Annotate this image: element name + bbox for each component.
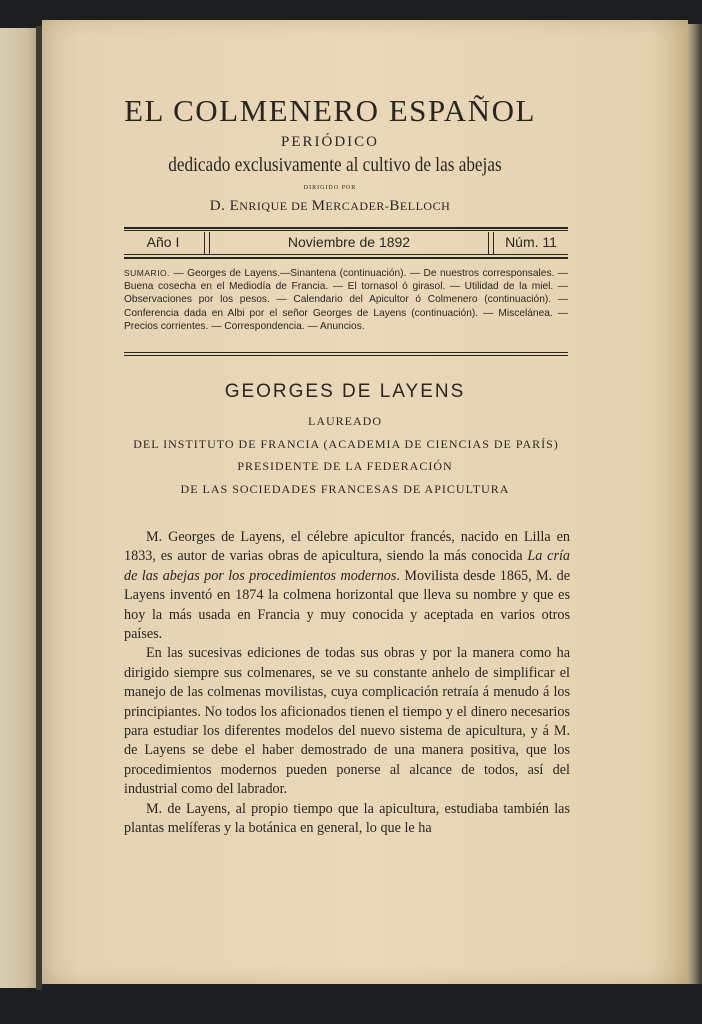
facing-page-edge	[0, 28, 40, 988]
article-title: GEORGES DE LAYENS	[224, 381, 466, 402]
masthead-rule-top-thin	[124, 230, 568, 231]
issue-date: Noviembre de 1892	[287, 234, 411, 250]
book-title: La cría de las abejas por los procedimientos modernos	[124, 548, 571, 584]
article-institute: DEL INSTITUTO DE FRANCIA (ACADEMIA DE CIENCIAS DE PARÍS)	[133, 437, 559, 451]
issue-bar	[124, 232, 568, 256]
summary-rule	[124, 352, 568, 353]
journal-dedication: dedicado exclusivamente al cultivo de las abejas	[168, 154, 502, 176]
editor-name: D. ENRIQUE DE MERCADER-BELLOCH	[209, 198, 451, 214]
issue-rule-bottom-thin	[124, 254, 568, 255]
article-laureate: LAUREADO	[308, 414, 382, 428]
directed-by-label: DIRIGIDO POR	[303, 185, 357, 191]
journal-subtitle: PERIÓDICO	[280, 134, 379, 150]
issue-year: Año I	[146, 234, 180, 250]
page-stack-edge	[688, 24, 702, 984]
article-president: PRESIDENTE DE LA FEDERACIÓN	[237, 459, 453, 473]
paragraph: M. de Layens, al propio tiempo que la apicultura, estudiaba también las plantas melíferas y la botánica en general, lo que le ha	[124, 800, 570, 837]
issue-rule-bottom	[124, 257, 568, 259]
article-body	[124, 528, 570, 839]
summary	[124, 267, 568, 333]
masthead-rule-top	[124, 227, 568, 229]
paragraph: M. Georges de Layens, el célebre apicultor francés, nacido en Lilla en 1833, es autor de varias obras de apicultura, siendo la más conocida La cría de las abejas por los procedimientos modernos. Movilista desde 1865, M. de Layens inventó en 1874 la colmena horizontal que lleva su nombre y que es hoy la más usada en Francia y muy conocida y aceptada en varios otros países.	[124, 529, 571, 643]
journal-title: EL COLMENERO ESPAÑOL	[124, 93, 536, 128]
paragraph: En las sucesivas ediciones de todas sus obras y por la manera como ha dirigido siempre sus colmenares, se ve su constante anhelo de simplificar el manejo de las colmenas movilistas, cuya complicación retraía á menudo á los principiantes. No todos los aficionados tienen el tiempo y el dinero necesarios para estudiar los diferentes modelos del nuevo sistema de apicultura, y á M. de Layens se debe el haber demostrado de una manera positiva, que los procedimientos modernos pueden ponerse al alcance de todos, así del industrial como del labrador.	[124, 645, 570, 798]
issue-number: Núm. 11	[505, 234, 557, 250]
summary-label: SUMARIO.	[124, 268, 171, 278]
summary-rule-2	[124, 355, 568, 356]
article-societies: DE LAS SOCIEDADES FRANCESAS DE APICULTURA	[180, 482, 510, 496]
summary-text: — Georges de Layens.—Sinantena (continuación). — De nuestros corresponsales. — Buena cosecha en el Mediodía de Francia. — El tornasol ó girasol. — Utilidad de la miel. — Observaciones por los pesos. — Calendario del Apicultor ó Colmenero (continuación). — Conferencia dada en Albi por el señor Georges de Layens (continuación). — Miscelánea. — Precios corrientes. — Correspondencia. — Anuncios.	[124, 268, 568, 332]
